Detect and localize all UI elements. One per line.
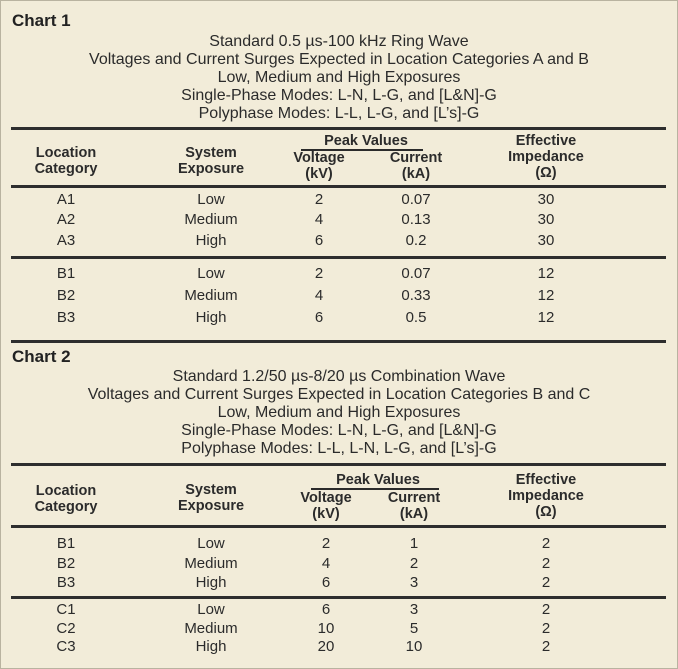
table-row	[1, 555, 677, 575]
exposure-cell: High	[195, 574, 227, 591]
chart-1-title-line: Polyphase Modes: L-L, L-G, and [L’s]-G	[198, 105, 480, 122]
chart-2-location-header	[21, 483, 111, 515]
chart-2-label: Chart 2	[12, 347, 71, 366]
voltage-cell: 6	[321, 574, 331, 591]
location-cell: A2	[56, 211, 76, 228]
impedance-cell: 12	[537, 287, 555, 304]
voltage-cell: 4	[314, 287, 324, 304]
header-line: Exposure	[177, 498, 245, 514]
current-cell: 5	[409, 620, 419, 637]
header-line: (Ω)	[535, 165, 557, 181]
chart-divider-rule	[11, 340, 666, 343]
header-line: Current	[389, 150, 443, 166]
table-row	[1, 601, 677, 621]
table-row	[1, 232, 677, 252]
location-cell: B1	[56, 265, 76, 282]
exposure-cell: Low	[197, 601, 225, 618]
voltage-cell: 2	[321, 535, 331, 552]
header-line: (kA)	[401, 166, 431, 182]
location-cell: B1	[56, 535, 76, 552]
header-line: System	[185, 145, 237, 161]
chart-1-header-rule	[11, 185, 666, 188]
exposure-cell: High	[195, 309, 227, 326]
chart-1-title-line: Voltages and Current Surges Expected in Location Categories A and B	[89, 51, 589, 68]
chart-2-voltage-header	[291, 490, 361, 522]
impedance-cell: 12	[537, 265, 555, 282]
chart-2-peak-values-header: Peak Values	[336, 472, 420, 488]
voltage-cell: 6	[321, 601, 331, 618]
table-row	[1, 211, 677, 231]
chart-1-title-line: Single-Phase Modes: L-N, L-G, and [L&N]-G	[181, 87, 497, 104]
header-line: Effective	[515, 472, 577, 488]
exposure-cell: Low	[197, 191, 225, 208]
chart-2-title-line: Voltages and Current Surges Expected in Location Categories B and C	[87, 386, 591, 403]
table-row	[1, 638, 677, 658]
exposure-cell: Low	[197, 535, 225, 552]
impedance-cell: 12	[537, 309, 555, 326]
location-cell: A1	[56, 191, 76, 208]
chart-1-group-rule	[11, 256, 666, 259]
header-line: Impedance	[508, 149, 584, 165]
exposure-cell: Medium	[184, 211, 238, 228]
current-cell: 0.13	[401, 211, 431, 228]
chart-1-voltage-header	[284, 150, 354, 182]
table-row	[1, 620, 677, 640]
header-line: Voltage	[293, 150, 345, 166]
voltage-cell: 10	[317, 620, 335, 637]
exposure-cell: Medium	[184, 287, 238, 304]
table-row	[1, 309, 677, 329]
header-line: Voltage	[300, 490, 352, 506]
location-cell: C1	[56, 601, 76, 618]
voltage-cell: 6	[314, 232, 324, 249]
voltage-cell: 6	[314, 309, 324, 326]
voltage-cell: 20	[317, 638, 335, 655]
impedance-cell: 2	[541, 620, 551, 637]
location-cell: A3	[56, 232, 76, 249]
location-cell: B3	[56, 574, 76, 591]
current-cell: 1	[409, 535, 419, 552]
header-line: Category	[34, 499, 98, 515]
header-line: (kV)	[305, 166, 333, 182]
header-line: System	[185, 482, 237, 498]
chart-2-title-line: Single-Phase Modes: L-N, L-G, and [L&N]-G	[181, 422, 497, 439]
current-cell: 3	[409, 601, 419, 618]
chart-2-exposure-header	[161, 482, 261, 514]
chart-1-impedance-header	[491, 133, 601, 181]
current-cell: 3	[409, 574, 419, 591]
table-row	[1, 191, 677, 211]
header-line: Location	[35, 483, 97, 499]
location-cell: C2	[56, 620, 76, 637]
location-cell: B2	[56, 555, 76, 572]
table-row	[1, 535, 677, 555]
impedance-cell: 2	[541, 601, 551, 618]
chart-1-label: Chart 1	[12, 11, 71, 30]
table-row	[1, 265, 677, 285]
chart-1-current-header	[381, 150, 451, 182]
chart-1-peak-values-header: Peak Values	[324, 133, 408, 149]
exposure-cell: High	[195, 232, 227, 249]
exposure-cell: Low	[197, 265, 225, 282]
header-line: (kA)	[399, 506, 429, 522]
chart-2-top-rule	[11, 463, 666, 466]
current-cell: 0.07	[401, 191, 431, 208]
current-cell: 0.33	[401, 287, 431, 304]
chart-2-impedance-header	[491, 472, 601, 520]
exposure-cell: High	[195, 638, 227, 655]
header-line: (kV)	[312, 506, 340, 522]
chart-1-top-rule	[11, 127, 666, 130]
header-line: Category	[34, 161, 98, 177]
impedance-cell: 30	[537, 211, 555, 228]
header-line: Location	[35, 145, 97, 161]
exposure-cell: Medium	[184, 555, 238, 572]
chart-1-exposure-header	[161, 145, 261, 177]
chart-2-title-line: Standard 1.2/50 µs-8/20 µs Combination Wave	[172, 368, 506, 385]
current-cell: 0.07	[401, 265, 431, 282]
header-line: (Ω)	[535, 504, 557, 520]
impedance-cell: 2	[541, 638, 551, 655]
chart-2-title-line: Polyphase Modes: L-L, L-N, L-G, and [L’s]-G	[181, 440, 497, 457]
voltage-cell: 4	[321, 555, 331, 572]
location-cell: C3	[56, 638, 76, 655]
chart-1-location-header	[21, 145, 111, 177]
impedance-cell: 2	[541, 555, 551, 572]
location-cell: B3	[56, 309, 76, 326]
header-line: Current	[387, 490, 441, 506]
chart-2-current-header	[379, 490, 449, 522]
current-cell: 2	[409, 555, 419, 572]
chart-2-title-line: Low, Medium and High Exposures	[217, 404, 461, 421]
chart-1-title	[1, 33, 677, 123]
current-cell: 0.5	[405, 309, 427, 326]
chart-2-title	[1, 368, 677, 458]
exposure-cell: Medium	[184, 620, 238, 637]
table-row	[1, 287, 677, 307]
header-line: Exposure	[177, 161, 245, 177]
impedance-cell: 30	[537, 232, 555, 249]
chart-1-title-line: Standard 0.5 µs-100 kHz Ring Wave	[209, 33, 469, 50]
impedance-cell: 30	[537, 191, 555, 208]
location-cell: B2	[56, 287, 76, 304]
header-line: Impedance	[508, 488, 584, 504]
current-cell: 0.2	[405, 232, 427, 249]
voltage-cell: 4	[314, 211, 324, 228]
voltage-cell: 2	[314, 191, 324, 208]
impedance-cell: 2	[541, 574, 551, 591]
current-cell: 10	[405, 638, 423, 655]
chart-1-title-line: Low, Medium and High Exposures	[217, 69, 461, 86]
impedance-cell: 2	[541, 535, 551, 552]
chart-2-group-rule	[11, 596, 666, 599]
header-line: Effective	[515, 133, 577, 149]
table-row	[1, 574, 677, 594]
voltage-cell: 2	[314, 265, 324, 282]
chart-2-header-rule	[11, 525, 666, 528]
